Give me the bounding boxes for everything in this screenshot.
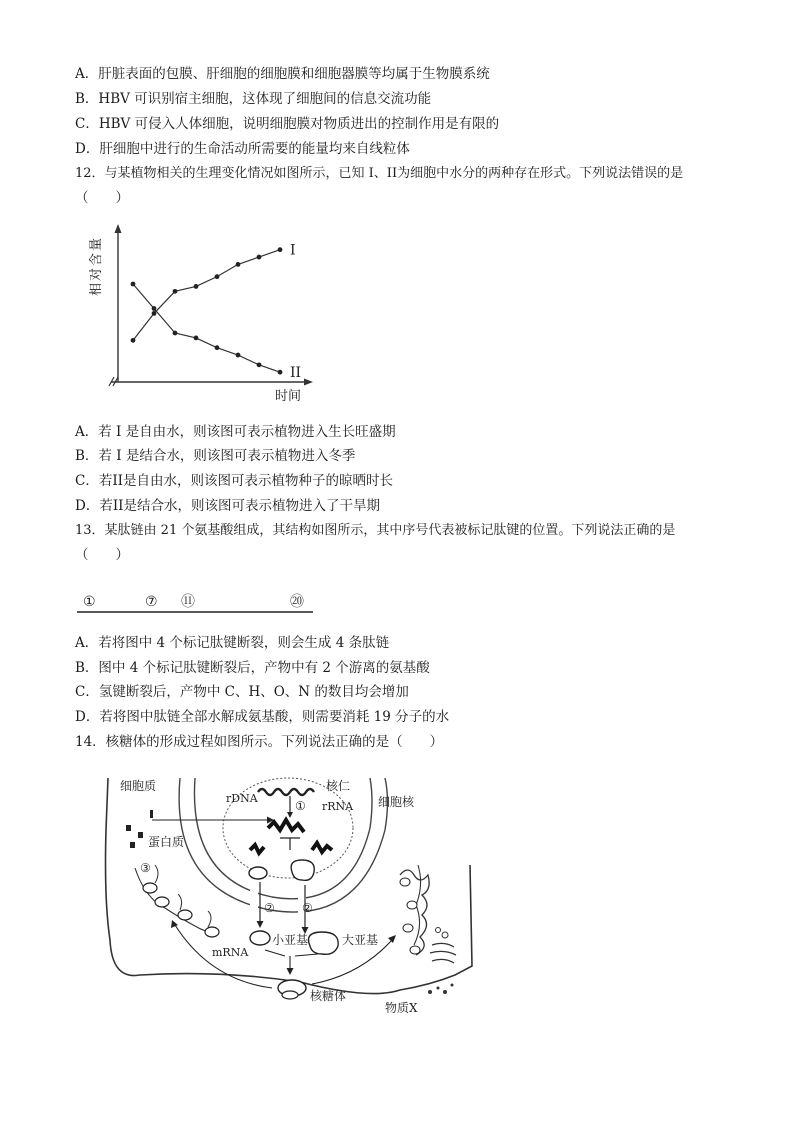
label-rdna: rDNA [226,792,258,805]
q13-option-a: A．若将图中 4 个标记肽键断裂，则会生成 4 条肽链 [75,635,390,651]
q13-stem: 13．某肽链由 21 个氨基酸组成，其结构如图所示，其中序号代表被标记肽键的位置。下列说法正确的是 [75,523,676,538]
data-point-s1-7 [257,255,262,260]
q11-option-b: B．HBV 可识别宿主细胞，这体现了细胞间的信息交流功能 [75,91,432,107]
data-point-s2-8 [278,370,283,375]
data-point-s1-1 [131,338,136,343]
rrna-clumps [268,820,304,832]
q11-option-d: D．肝细胞中进行的生命活动所需要的能量均来自线粒体 [75,141,410,157]
data-point-s1-2 [152,311,157,316]
data-point-s2-5 [215,345,220,350]
y-axis-label: 相对含量 [89,235,104,296]
q12-stem: 12．与某植物相关的生理变化情况如图所示，已知 I、II为细胞中水分的两种存在形式。下列说法错误的是 [75,166,684,181]
q12-option-d: D．若II是结合水，则该图可表示植物进入了干旱期 [75,498,380,514]
label-ribosome: 核糖体 [310,989,347,1003]
label-cytoplasm: 细胞质 [120,779,157,793]
q13-option-d: D．若将图中肽链全部水解成氨基酸，则需要消耗 19 分子的水 [75,709,450,725]
data-point-s1-3 [173,289,178,294]
q13-paren: （ ） [75,547,129,563]
large-subunit-inside [291,860,314,880]
data-point-s1-4 [194,284,199,289]
label-step2b: ② [302,901,313,915]
label-protein: 蛋白质 [148,835,185,849]
series-label-1: I [290,242,296,259]
q12-option-c: C．若II是自由水，则该图可表示植物种子的晾晒时长 [75,473,393,489]
q13-option-c: C．氢键断裂后，产物中 C、H、O、N 的数目均会增加 [75,684,409,700]
x-axis-label: 时间 [275,389,302,404]
q13-peptide-chain-figure [75,590,325,620]
series-label-2: II [290,365,302,382]
label-step1: ① [295,799,306,813]
polysome-ribosome [155,897,169,907]
data-point-s2-1 [131,282,136,287]
label-step2a: ② [264,901,275,915]
nuclear-pore [250,890,258,914]
series-line-1 [133,250,280,341]
data-point-s2-6 [236,353,241,358]
data-point-s2-7 [257,362,262,367]
q11-option-c: C．HBV 可侵入人体细胞，说明细胞膜对物质进出的控制作用是有限的 [75,116,500,132]
polysome-ribosome [178,910,192,920]
label-step3: ③ [140,861,151,875]
data-point-s2-2 [152,306,157,311]
rdna-strand [258,789,314,795]
q13-option-b: B．图中 4 个标记肽键断裂后，产物中有 2 个游离的氨基酸 [75,660,430,676]
nuclear-envelope-outer [179,778,387,912]
data-point-s1-5 [215,274,220,279]
label-small-subunit: 小亚基 [272,933,309,947]
q12-line-chart [85,222,315,412]
q12-paren: （ ） [75,190,129,206]
label-mrna: mRNA [212,946,249,959]
label-nucleus: 细胞核 [378,795,415,809]
polysome-ribosome [143,883,157,893]
q12-option-a: A．若 I 是自由水，则该图可表示植物进入生长旺盛期 [75,424,396,440]
label-substance-x: 物质X [385,1001,418,1015]
data-point-s2-4 [194,336,199,341]
mark-7: ⑦ [145,594,158,610]
label-large-subunit: 大亚基 [342,933,379,947]
mark-20: ⑳ [290,594,304,610]
q14-ribosome-formation-diagram [100,770,480,1020]
data-point-s2-3 [173,331,178,336]
large-subunit [309,932,339,954]
series-line-2 [133,284,280,372]
small-subunit [250,931,270,945]
label-nucleolus: 核仁 [326,779,351,793]
q11-option-a: A．肝脏表面的包膜、肝细胞的细胞膜和细胞器膜等均属于生物膜系统 [75,66,490,82]
small-subunit-inside [249,867,267,879]
rrna-protein-complex [250,843,332,853]
mark-11: ⑪ [181,594,195,610]
cell-membrane [106,778,473,994]
q14-stem: 14．核糖体的形成过程如图所示。下列说法正确的是（ ） [75,734,444,750]
polysome-ribosome [205,927,219,937]
mark-1: ① [83,594,96,610]
golgi-apparatus [430,943,456,963]
ribosome-small [282,991,298,999]
data-point-s1-8 [278,247,283,252]
q12-option-b: B．若 I 是结合水，则该图可表示植物进入冬季 [75,448,356,464]
chart-axes [109,224,313,386]
data-point-s1-6 [236,262,241,267]
label-rrna: rRNA [322,800,354,813]
